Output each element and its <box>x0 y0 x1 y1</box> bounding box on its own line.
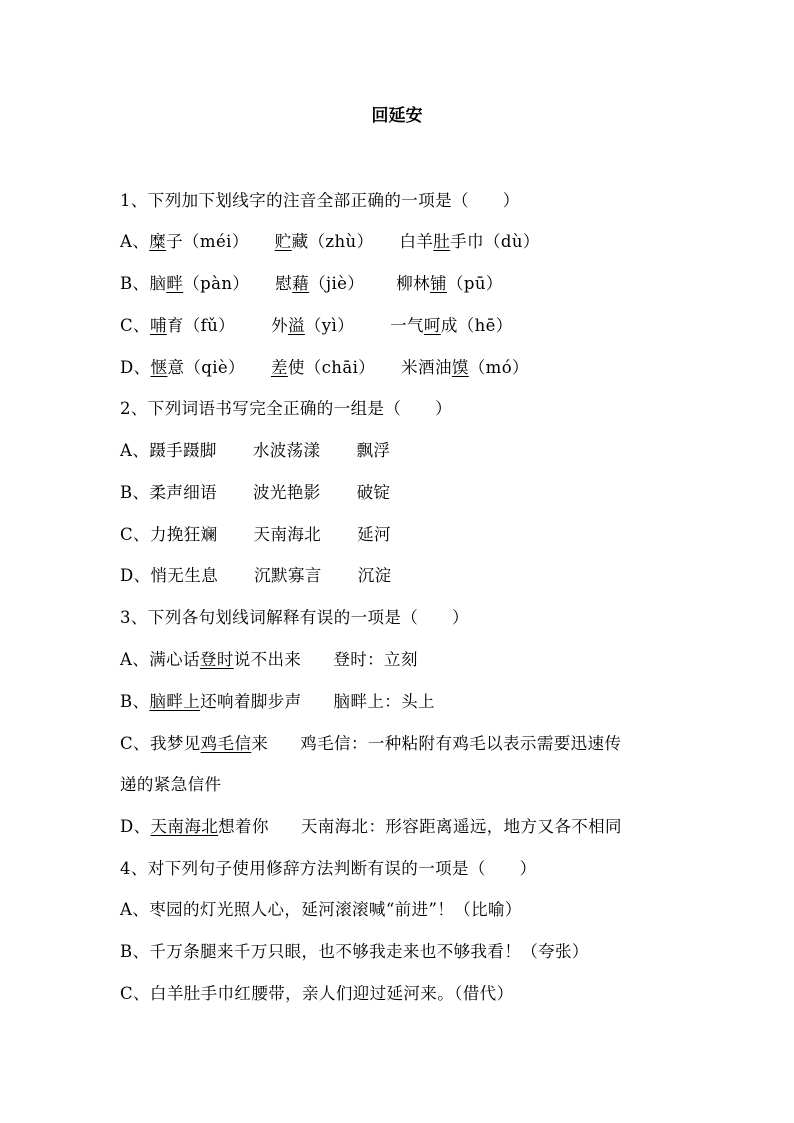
q2-option-b: B、柔声细语 波光艳影 破锭 <box>120 483 391 502</box>
q3-option-b: B、脑畔上还响着脚步声 脑畔上：头上 <box>120 692 435 711</box>
underlined-char: 贮 <box>274 232 292 251</box>
underlined-char: 畔 <box>166 274 184 293</box>
option-label: B、 <box>120 274 150 293</box>
underlined-char: 藉 <box>292 274 310 293</box>
q4-stem: 4、对下列句子使用修辞方法判断有误的一项是（ ） <box>120 859 537 878</box>
q2-option-c: C、力挽狂斓 天南海北 延河 <box>120 525 391 544</box>
option-label: B、 <box>120 483 150 502</box>
option-label: D、 <box>120 566 151 585</box>
option-label: A、 <box>120 232 150 251</box>
q3-option-c: C、我梦见鸡毛信来 鸡毛信：一种粘附有鸡毛以表示需要迅速传 <box>120 734 622 753</box>
option-label: D、 <box>120 817 151 836</box>
underlined-char: 馍 <box>451 358 469 377</box>
option-label: A、 <box>120 441 150 460</box>
q1-option-a: A、糜子（méi） 贮藏（zhù） 白羊肚手巾（dù） <box>120 232 540 251</box>
option-label: B、 <box>120 692 150 711</box>
q3-option-c-continued: 递的紧急信件 <box>120 775 222 794</box>
underlined-char: 差 <box>270 358 288 377</box>
q2-option-d: D、悄无生息 沉默寡言 沉淀 <box>120 566 392 585</box>
q4-option-a: A、枣园的灯光照人心，延河滚滚喊“前进”！（比喻） <box>120 900 522 919</box>
q2-option-a: A、蹑手蹑脚 水波荡漾 飘浮 <box>120 441 391 460</box>
underlined-char: 哺 <box>149 316 167 335</box>
q3-option-a: A、满心话登时说不出来 登时：立刻 <box>120 650 418 669</box>
underlined-word: 登时 <box>199 650 234 669</box>
q3-option-d: D、天南海北想着你 天南海北：形容距离遥远，地方又各不相同 <box>120 817 622 836</box>
option-label: D、 <box>120 358 151 377</box>
q1-stem: 1、下列加下划线字的注音全部正确的一项是（ ） <box>120 191 520 210</box>
option-label: A、 <box>120 650 150 669</box>
underlined-word: 天南海北 <box>150 817 219 836</box>
underlined-word: 鸡毛信 <box>200 734 252 753</box>
underlined-char: 铺 <box>430 274 447 293</box>
underlined-char: 惬 <box>150 358 168 377</box>
option-label: C、 <box>120 734 150 753</box>
underlined-char: 糜 <box>149 232 167 251</box>
q2-stem: 2、下列词语书写完全正确的一组是（ ） <box>120 399 452 418</box>
q4-option-c: C、白羊肚手巾红腰带，亲人们迎过延河来。（借代） <box>120 984 514 1003</box>
option-label: C、 <box>120 525 150 544</box>
underlined-word: 脑畔上 <box>149 692 201 711</box>
option-label: C、 <box>120 316 150 335</box>
underlined-char: 溢 <box>287 316 305 335</box>
q1-option-b: B、脑畔（pàn） 慰藉（jiè） 柳林铺（pū） <box>120 274 503 293</box>
q4-option-b: B、千万条腿来千万只眼，也不够我走来也不够我看！（夸张） <box>120 942 589 961</box>
page-title: 回延安 <box>371 106 423 126</box>
underlined-char: 肚 <box>433 232 451 251</box>
q1-option-d: D、惬意（qiè） 差使（chāi） 米酒油馍（mó） <box>120 358 529 377</box>
q1-option-c: C、哺育（fǔ） 外溢（yì） 一气呵成（hē） <box>120 316 513 335</box>
underlined-char: 呵 <box>423 316 441 335</box>
q3-stem: 3、下列各句划线词解释有误的一项是（ ） <box>120 608 469 627</box>
